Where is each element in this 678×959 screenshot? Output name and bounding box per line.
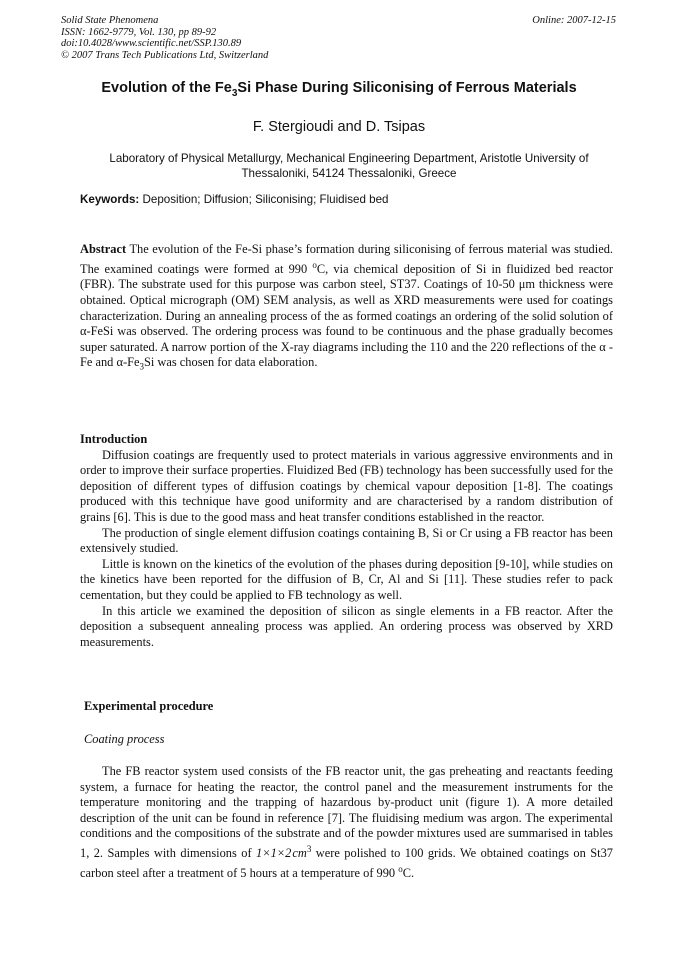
- sample-dimensions: 1×1×2: [256, 846, 292, 861]
- affiliation: Laboratory of Physical Metallurgy, Mechanical Engineering Department, Aristotle University of Thessaloniki, 54124 Thessaloniki, Greece: [109, 152, 589, 180]
- abstract-subscript: 3: [139, 361, 144, 372]
- experimental-text: The FB reactor system used consists of the FB reactor unit, the gas preheating and reactants feeding system, a furnace for heating the reactor, the control panel and the measurement instruments for the temperature monitoring and the trapping of hazardous by-product unit (figure 1). A more detailed description of the unit can be found in reference [7]. The fluidising medium was argon. The experimental conditions and the compositions of the substrate and of the powder mixtures used are summarised in tables 1, 2. Samples with dimensions of: [80, 764, 613, 861]
- introduction-heading: Introduction: [80, 432, 148, 446]
- coating-process-subheading: Coating process: [84, 732, 165, 746]
- experimental-heading: Experimental procedure: [84, 699, 214, 713]
- experimental-text: were polished to 100 grids. We obtained coatings on St37 carbon steel after a treatment of 5 hours at a temperature of 990: [80, 846, 613, 880]
- dimension-unit: cm: [292, 846, 307, 861]
- abstract-text: Si was chosen for data elaboration.: [144, 355, 318, 370]
- abstract: [80, 242, 613, 375]
- title-part: Si Phase During Siliconising of Ferrous Materials: [237, 80, 577, 96]
- introduction-section: [80, 432, 613, 650]
- keywords-label: Keywords:: [80, 193, 140, 206]
- experimental-paragraph: [80, 764, 613, 881]
- title-subscript: 3: [231, 87, 238, 99]
- paper-title: [0, 80, 678, 99]
- doi: doi:10.4028/www.scientific.net/SSP.130.89: [61, 38, 242, 49]
- degree-mark: o: [398, 863, 403, 874]
- experimental-section: [80, 764, 613, 881]
- authors: F. Stergioudi and D. Tsipas: [252, 119, 426, 135]
- abstract-text: The evolution of the Fe-Si phase’s formation during siliconising of ferrous material was studied. The examined coatings were formed at 990: [80, 242, 613, 276]
- intro-paragraph: Diffusion coatings are frequently used to protect materials in various aggressive environments and in order to improve their surface properties. Fluidized Bed (FB) technology has been successfully used for the deposition of different types of diffusion coatings by chemical vapour deposition [1-8]. The coatings produced with this technique have good uniformity and are characterised by a random distribution of grains [6]. This is due to the good mass and heat transfer conditions established in the reactor.: [80, 447, 613, 524]
- intro-paragraph: The production of single element diffusion coatings containing B, Si or Cr using a FB reactor has been extensively studied.: [80, 525, 613, 556]
- unit-exponent: 3: [306, 843, 312, 854]
- abstract-text: C, via chemical deposition of Si in fluidized bed reactor (FBR). The substrate used for this purpose was carbon steel, ST37. Coatings of 10-50 μm thickness were obtained. Optical micrograph (OM) SEM analysis, as well as XRD measurements were used for coatings characterization. During an annealing process of the as formed coatings an ordering of the solid solution of α-FeSi was observed. The ordering process was found to be continuous and the phase gradually becomes super saturated. A narrow portion of the X-ray diagrams including the 110 and the 220 reflections of the α -Fe and α-Fe: [80, 261, 613, 370]
- keywords-text: Deposition; Diffusion; Siliconising; Fluidised bed: [139, 193, 389, 206]
- publication-info: [61, 15, 616, 61]
- intro-paragraph: In this article we examined the deposition of silicon as single elements in a FB reactor. After the deposition a subsequent annealing process was applied. An ordering process was observed by XRD measurements.: [80, 603, 613, 649]
- online-date: Online: 2007-12-15: [532, 15, 616, 26]
- intro-paragraph: Little is known on the kinetics of the evolution of the phases during deposition [9-10], while studies on the kinetics have been reported for the diffusion of B, Cr, Al and Si [11]. These studies refer to pack cementation, but they could be applied to FB technology as well.: [80, 556, 613, 602]
- issn-volume: ISSN: 1662-9779, Vol. 130, pp 89-92: [61, 26, 217, 38]
- title-part: Evolution of the Fe: [101, 80, 232, 96]
- abstract-label: Abstract: [80, 242, 127, 256]
- degree-mark: o: [312, 259, 317, 270]
- copyright: © 2007 Trans Tech Publications Ltd, Switzerland: [61, 49, 269, 61]
- keywords: [80, 193, 620, 206]
- journal-name: Solid State Phenomena: [61, 15, 159, 26]
- experimental-text: C.: [402, 865, 415, 880]
